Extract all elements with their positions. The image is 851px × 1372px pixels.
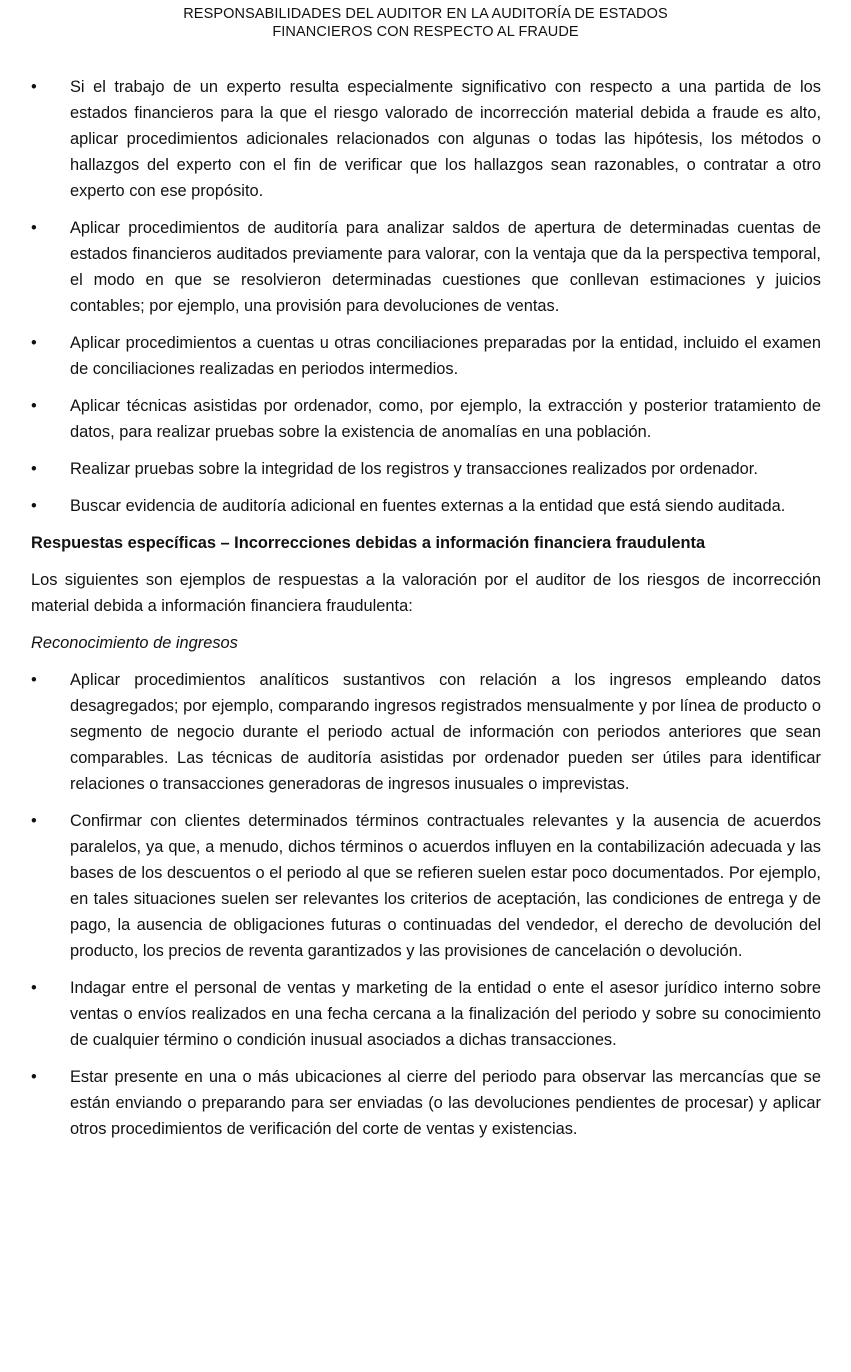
bullet-icon: • bbox=[31, 1068, 37, 1086]
bullet-icon: • bbox=[31, 397, 37, 415]
list-item bbox=[31, 330, 821, 382]
bullet-icon: • bbox=[31, 671, 37, 689]
running-header bbox=[0, 5, 851, 41]
list-item-text: Aplicar procedimientos a cuentas u otras conciliaciones preparadas por la entidad, incluido el examen de conciliaciones realizadas en periodos intermedios. bbox=[70, 334, 821, 378]
list-item-text: Indagar entre el personal de ventas y marketing de la entidad o ente el asesor jurídico interno sobre ventas o envíos realizados en una fecha cercana a la finalización del periodo y sobre su conocimiento de cualquier término o condición inusual asociados a dichas transacciones. bbox=[70, 979, 821, 1049]
list-item bbox=[31, 393, 821, 445]
list-item bbox=[31, 74, 821, 204]
list-item bbox=[31, 975, 821, 1053]
header-line-2: FINANCIEROS CON RESPECTO AL FRAUDE bbox=[272, 24, 579, 40]
bullet-icon: • bbox=[31, 460, 37, 478]
list-item-text: Aplicar procedimientos analíticos sustantivos con relación a los ingresos empleando datos desagregados; por ejemplo, comparando ingresos registrados mensualmente y por línea de producto o segmento de negocio durante el periodo actual de información con periodos anteriores que sean comparables. Las técnicas de auditoría asistidas por ordenador pueden ser útiles para identificar relaciones o transacciones generadoras de ingresos inusuales o imprevistas. bbox=[70, 671, 821, 793]
header-line-1: RESPONSABILIDADES DEL AUDITOR EN LA AUDITORÍA DE ESTADOS bbox=[183, 6, 668, 22]
page-body bbox=[31, 74, 821, 1153]
list-item bbox=[31, 493, 821, 519]
list-item bbox=[31, 808, 821, 964]
intro-paragraph: Los siguientes son ejemplos de respuestas a la valoración por el auditor de los riesgos de incorrección material debida a información financiera fraudulenta: bbox=[31, 571, 821, 615]
bullet-icon: • bbox=[31, 219, 37, 237]
list-item-text: Aplicar técnicas asistidas por ordenador, como, por ejemplo, la extracción y posterior tratamiento de datos, para realizar pruebas sobre la existencia de anomalías en una población. bbox=[70, 397, 821, 441]
bullet-icon: • bbox=[31, 812, 37, 830]
list-item bbox=[31, 1064, 821, 1142]
list-item-text: Estar presente en una o más ubicaciones al cierre del periodo para observar las mercancías que se están enviando o preparando para ser enviadas (o las devoluciones pendientes de procesar) y aplicar otros procedimientos de verificación del corte de ventas y existencias. bbox=[70, 1068, 821, 1138]
list-item bbox=[31, 667, 821, 797]
bullet-icon: • bbox=[31, 78, 37, 96]
list-item bbox=[31, 456, 821, 482]
bullet-icon: • bbox=[31, 334, 37, 352]
subheading-revenue-recognition: Reconocimiento de ingresos bbox=[31, 634, 238, 652]
procedures-list bbox=[31, 74, 821, 519]
list-item-text: Aplicar procedimientos de auditoría para analizar saldos de apertura de determinadas cuentas de estados financieros auditados previamente para valorar, con la ventaja que da la perspectiva temporal, el modo en que se resolvieron determinadas cuestiones que conllevan estimaciones y juicios contables; por ejemplo, una provisión para devoluciones de ventas. bbox=[70, 219, 821, 315]
list-item bbox=[31, 215, 821, 319]
list-item-text: Realizar pruebas sobre la integridad de los registros y transacciones realizados por ordenador. bbox=[70, 460, 758, 478]
revenue-procedures-list bbox=[31, 667, 821, 1142]
bullet-icon: • bbox=[31, 497, 37, 515]
list-item-text: Buscar evidencia de auditoría adicional en fuentes externas a la entidad que está siendo auditada. bbox=[70, 497, 786, 515]
bullet-icon: • bbox=[31, 979, 37, 997]
list-item-text: Confirmar con clientes determinados términos contractuales relevantes y la ausencia de acuerdos paralelos, ya que, a menudo, dichos términos o acuerdos influyen en la contabilización adecuada y las bases de los descuentos o el periodo al que se refieren suelen estar poco documentados. Por ejemplo, en tales situaciones suelen ser relevantes los criterios de aceptación, las condiciones de entrega y de pago, la ausencia de obligaciones futuras o continuadas del vendedor, el derecho de devolución del producto, los precios de reventa garantizados y las provisiones de cancelación o devolución. bbox=[70, 812, 821, 960]
section-heading: Respuestas específicas – Incorrecciones debidas a información financiera fraudulenta bbox=[31, 534, 706, 552]
list-item-text: Si el trabajo de un experto resulta especialmente significativo con respecto a una partida de los estados financieros para la que el riesgo valorado de incorrección material debida a fraude es alto, aplicar procedimientos adicionales relacionados con algunas o todas las hipótesis, los métodos o hallazgos del experto con el fin de verificar que los hallazgos sean razonables, o contratar a otro experto con ese propósito. bbox=[70, 78, 821, 200]
